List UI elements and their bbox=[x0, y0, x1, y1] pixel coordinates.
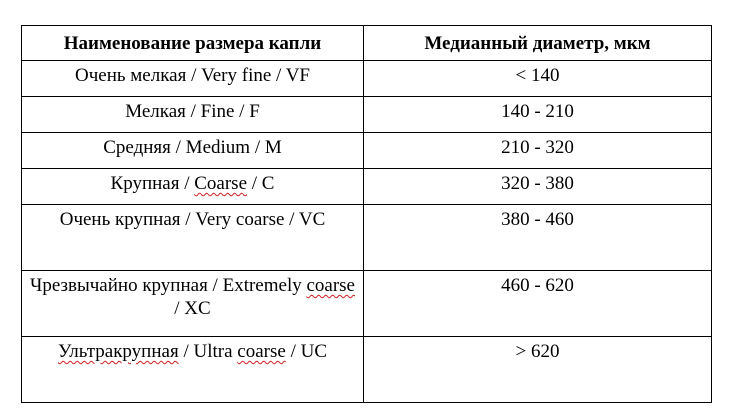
table-row bbox=[22, 271, 712, 337]
size-name-prefix: Крупная / bbox=[110, 173, 195, 194]
header-median-diameter: Медианный диаметр, мкм bbox=[364, 26, 712, 61]
header-row bbox=[22, 26, 712, 61]
size-name-suffix: / C bbox=[247, 173, 275, 194]
diameter-cell: < 140 bbox=[364, 61, 712, 97]
diameter-cell: 380 - 460 bbox=[364, 205, 712, 271]
size-name-cell: Средняя / Medium / M bbox=[22, 133, 364, 169]
spellcheck-marked-word: Coarse bbox=[194, 173, 248, 194]
table-row bbox=[22, 205, 712, 271]
size-name-cell bbox=[22, 169, 364, 205]
size-name-cell bbox=[22, 337, 364, 403]
table-row bbox=[22, 337, 712, 403]
size-name-prefix: Чрезвычайно крупная / Extremely bbox=[29, 275, 307, 296]
diameter-cell: 320 - 380 bbox=[364, 169, 712, 205]
table-row bbox=[22, 133, 712, 169]
diameter-cell: 460 - 620 bbox=[364, 271, 712, 337]
size-name-cell: Очень мелкая / Very fine / VF bbox=[22, 61, 364, 97]
table-row bbox=[22, 169, 712, 205]
size-name-cell: Очень крупная / Very coarse / VC bbox=[22, 205, 364, 271]
spellcheck-marked-word: coarse bbox=[306, 275, 355, 296]
diameter-cell: 140 - 210 bbox=[364, 97, 712, 133]
size-name-middle: / Ultra bbox=[178, 341, 238, 362]
diameter-cell: > 620 bbox=[364, 337, 712, 403]
size-name-cell: Мелкая / Fine / F bbox=[22, 97, 364, 133]
spellcheck-marked-word: coarse bbox=[237, 341, 286, 362]
table-row bbox=[22, 61, 712, 97]
size-name-suffix: / XC bbox=[174, 298, 211, 319]
droplet-size-table bbox=[21, 25, 712, 403]
spellcheck-marked-word: Ультракрупная bbox=[58, 341, 179, 362]
table-row bbox=[22, 97, 712, 133]
diameter-cell: 210 - 320 bbox=[364, 133, 712, 169]
size-name-cell bbox=[22, 271, 364, 337]
size-name-suffix: / UC bbox=[285, 341, 327, 362]
header-size-name: Наименование размера капли bbox=[22, 26, 364, 61]
